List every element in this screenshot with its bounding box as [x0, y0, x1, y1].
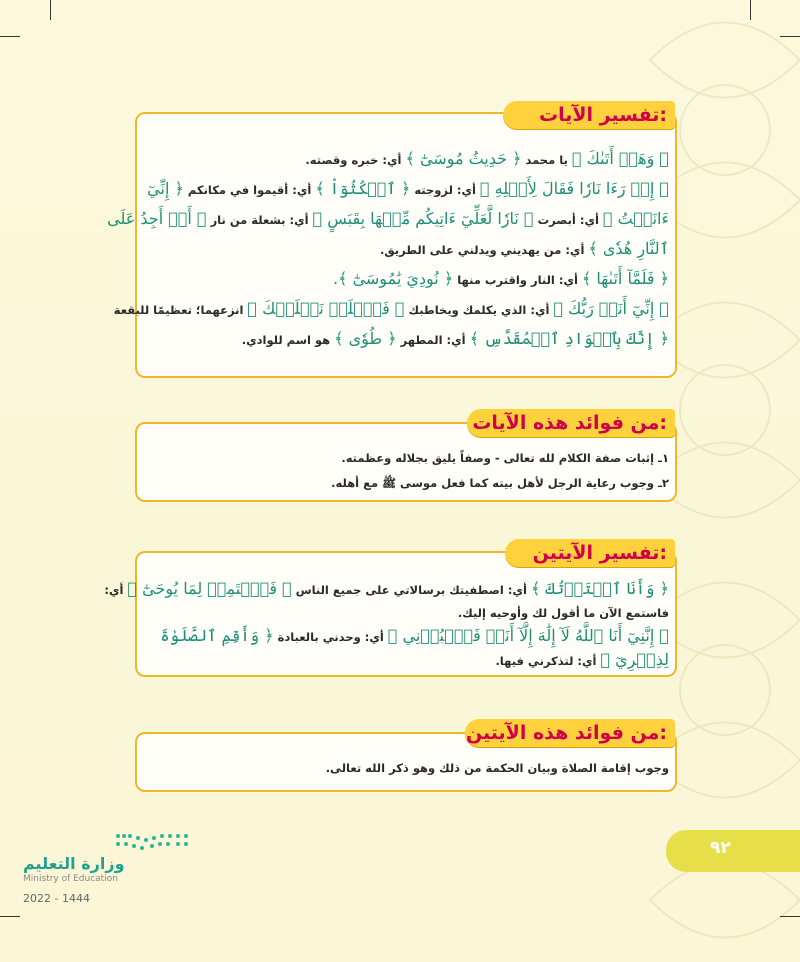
ministry-logo [23, 830, 193, 890]
quran-verse: ﴿ إِذۡ رَءَا نَارٗا فَقَالَ لِأَهۡلِهِ ﴾ [479, 179, 669, 198]
section-title: تفسير الآيات: [539, 104, 667, 126]
explanation-text: أي: أقيموا في مكانكم [183, 183, 316, 197]
crop-mark [0, 916, 20, 917]
benefit-item: ٢ـ وجوب رعاية الرجل لأهل بيته كما فعل موسى ﷺ مع أهله. [331, 476, 669, 490]
crop-mark [780, 36, 800, 37]
explanation-text: أي: الذي يكلمك ويخاطبك [404, 303, 554, 317]
quran-verse: لِذِكۡرِيٓ ﴾ [600, 649, 669, 669]
explanation-text: أي: [104, 583, 128, 597]
section-header-tafsir-ayatayn [505, 539, 675, 567]
quran-verse: ﴿ نُودِيَ يَٰمُوسَىٰٓ ﴾. [333, 269, 454, 288]
quran-verse: ﴿ ٱمۡكُثُوٓاْ ﴾ [315, 179, 411, 198]
benefit-item: وجوب إقامة الصلاة وبيان الحكمة من ذلك وهو ذكر الله تعالى. [325, 761, 669, 775]
crop-mark [0, 36, 20, 37]
text-line [147, 237, 669, 262]
section-header-tafsir-ayat [503, 101, 675, 129]
explanation-text: هو اسم للوادي. [241, 333, 335, 347]
quran-verse: ﴿ نَارٗا لَّعَلِّيٓ ءَاتِيكُم مِّنۡهَا بِقَبَسٍ ﴾ [312, 209, 534, 228]
explanation-text: أي: لزوجته [410, 183, 480, 197]
quran-verse: ﴿ حَدِيثُ مُوسَىٰٓ ﴾ [405, 149, 522, 168]
quran-verse: ﴿ وَهَلۡ أَتَىٰكَ ﴾ [571, 149, 669, 168]
explanation-text: أي: من يهديني ويدلني على الطريق. [380, 243, 589, 257]
explanation-text: يا محمد [521, 153, 572, 167]
section-title: تفسير الآيتين: [532, 542, 667, 564]
quran-verse: ﴿ إِنَّكَ بِٱلۡوَادِ ٱلۡمُقَدَّسِ ﴾ [469, 329, 669, 348]
crop-mark [50, 0, 51, 20]
crop-mark [750, 0, 751, 20]
section-title: من فوائد هذه الآيات: [472, 412, 667, 434]
text-line [147, 147, 669, 172]
ministry-name-en: Ministry of Education [23, 874, 118, 884]
explanation-text: أي: خبره وقصته. [305, 153, 406, 167]
text-line [147, 601, 669, 625]
quran-verse: ﴿ وَأَنَا ٱخۡتَرۡتُكَ ﴾ [530, 579, 669, 598]
explanation-text: أي: أبصرت [533, 213, 603, 227]
quran-verse: ﴿ فَٱخۡلَعۡ نَعۡلَيۡكَ ﴾ [247, 299, 405, 318]
section-header-fawaid-ayatayn [465, 719, 675, 747]
explanation-text: أي: النار واقترب منها [453, 273, 582, 287]
text-line [147, 177, 669, 202]
text-line [107, 207, 669, 232]
text-line [104, 577, 669, 602]
quran-verse: ﴿ فَلَمَّآ أَتَىٰهَا ﴾ [581, 269, 669, 288]
section-header-fawaid-ayat [467, 409, 675, 437]
text-line [147, 624, 669, 649]
explanation-text: انزعهما؛ تعظيمًا للبقعة [113, 303, 248, 317]
explanation-text: أي: بشعلة من نار [206, 213, 313, 227]
text-line [113, 297, 669, 322]
ministry-name-ar: وزارة التعليم [23, 854, 125, 873]
section-title: من فوائد هذه الآيتين: [465, 722, 667, 744]
quran-verse: ءَانَسۡتُ ﴾ [602, 209, 669, 228]
quran-verse: ٱلنَّارِ هُدٗى ﴾ [588, 239, 669, 258]
quran-verse: ﴿ أَوۡ أَجِدُ عَلَى [107, 209, 207, 228]
edition-year: 2022 - 1444 [23, 892, 90, 905]
ministry-dots-icon [108, 830, 208, 852]
explanation-text: فاستمع الآن ما أقول لك وأوحيه إليك. [457, 605, 669, 620]
benefit-item: ١ـ إثبات صفة الكلام لله تعالى - وصفاً يليق بجلاله وعظمته. [341, 451, 669, 465]
explanation-text: أي: لتذكرني فيها. [495, 653, 601, 668]
explanation-text: أي: المطهر [396, 333, 470, 347]
quran-verse: ﴿ إِنَّنِيٓ أَنَا ٱللَّهُ لَآ إِلَٰهَ إِلَّآ أَنَا۠ فَٱعۡبُدۡنِي ﴾ [387, 626, 669, 645]
page-number-tab [666, 830, 800, 872]
page-number: ٩٢ [710, 838, 731, 858]
text-line [147, 648, 669, 673]
crop-mark [780, 916, 800, 917]
quran-verse: ﴿ إِنِّيٓ أَنَا۠ رَبُّكَ ﴾ [553, 299, 669, 318]
text-line [147, 267, 669, 292]
text-line [147, 327, 669, 352]
quran-verse: ﴿ إِنِّيٓ [147, 179, 184, 198]
explanation-text: أي: اصطفيتك برسالاتي على جميع الناس [291, 583, 531, 597]
explanation-text: أي: وحدني بالعبادة [273, 630, 388, 644]
quran-verse: ﴿ فَٱسۡتَمِعۡ لِمَا يُوحَىٰٓ ﴾ [127, 579, 292, 598]
quran-verse: ﴿ طُوٗى ﴾ [334, 329, 397, 348]
quran-verse: ﴿ وَأَقِمِ ٱلصَّلَوٰةَ [160, 626, 274, 645]
